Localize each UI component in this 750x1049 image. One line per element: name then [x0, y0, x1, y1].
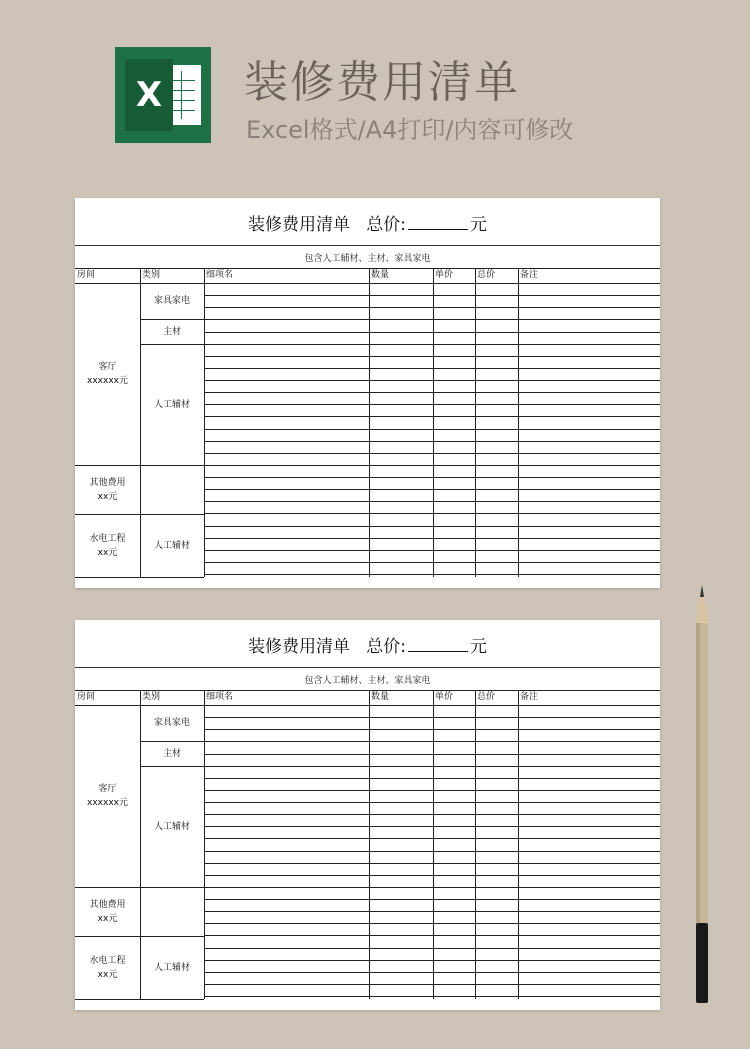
category-cell: 家具家电 — [153, 296, 190, 306]
grid-line — [75, 887, 140, 888]
grid-line — [75, 999, 140, 1000]
sheet-preview-1 — [75, 198, 660, 588]
grid-line — [204, 404, 660, 405]
page-subtitle: Excel格式/A4打印/内容可修改 — [246, 116, 574, 144]
grid-line — [204, 899, 660, 900]
col-header-room: 房间 — [77, 270, 96, 280]
col-header-remark: 备注 — [520, 692, 539, 702]
col-header-remark: 备注 — [520, 270, 539, 280]
grid-line — [204, 911, 660, 912]
grid-line — [140, 319, 204, 320]
col-header-category: 类别 — [142, 270, 161, 280]
sheet-title: 装修费用清单 总价: 元 — [248, 215, 487, 235]
grid-line — [475, 690, 476, 999]
grid-line — [204, 307, 660, 308]
header — [0, 0, 750, 180]
grid-line — [433, 268, 434, 577]
grid-line — [204, 814, 660, 815]
grid-line — [475, 268, 476, 577]
grid-line — [75, 268, 660, 269]
grid-line — [204, 489, 660, 490]
grid-line — [75, 577, 140, 578]
category-cell: 人工辅材 — [153, 399, 190, 410]
grid-line — [204, 984, 660, 985]
grid-line — [204, 550, 660, 551]
grid-line — [204, 741, 660, 742]
grid-line — [204, 790, 660, 791]
grid-line — [204, 729, 660, 730]
grid-line — [75, 283, 140, 284]
grid-line — [204, 477, 660, 478]
grid-line — [75, 514, 140, 515]
grid-line — [204, 429, 660, 430]
category-cell: 主材 — [162, 326, 181, 337]
grid-line — [204, 332, 660, 333]
grid-line — [140, 705, 204, 706]
grid-line — [204, 465, 660, 466]
col-header-quantity: 数量 — [371, 692, 390, 702]
grid-line — [204, 717, 660, 718]
grid-line — [140, 283, 204, 284]
sheet-note: 包含人工辅材、主材、家具家电 — [304, 254, 431, 264]
grid-line — [140, 465, 204, 466]
grid-line — [204, 778, 660, 779]
room-cell: 其他费用 xx元 — [89, 899, 126, 924]
grid-line — [204, 562, 660, 563]
expense-table — [75, 268, 660, 577]
grid-line — [518, 690, 519, 999]
grid-line — [204, 875, 660, 876]
grid-line — [204, 392, 660, 393]
grid-line — [75, 936, 140, 937]
grid-line — [204, 295, 660, 296]
grid-line — [140, 268, 141, 577]
grid-line — [204, 380, 660, 381]
grid-line — [204, 996, 660, 997]
col-header-total: 总价 — [477, 692, 496, 702]
grid-line — [204, 453, 660, 454]
category-cell: 家具家电 — [153, 718, 190, 728]
grid-line — [204, 526, 660, 527]
col-header-category: 类别 — [142, 692, 161, 702]
grid-line — [433, 690, 434, 999]
grid-line — [204, 319, 660, 320]
room-cell: 水电工程 xx元 — [89, 955, 126, 980]
category-cell: 人工辅材 — [153, 962, 190, 973]
grid-line — [204, 268, 205, 577]
category-cell: 人工辅材 — [153, 540, 190, 551]
expense-table — [75, 690, 660, 999]
grid-line — [204, 838, 660, 839]
room-cell: 客厅 xxxxxx元 — [87, 784, 128, 808]
grid-line — [204, 935, 660, 936]
grid-line — [204, 501, 660, 502]
grid-line — [204, 826, 660, 827]
excel-icon: X — [115, 47, 211, 143]
grid-line — [140, 936, 204, 937]
grid-line — [140, 766, 204, 767]
category-cell: 主材 — [162, 748, 181, 759]
grid-line — [140, 999, 204, 1000]
col-header-unit-price: 单价 — [435, 270, 454, 280]
grid-line — [140, 344, 204, 345]
pencil-icon — [690, 585, 714, 1005]
grid-line — [204, 344, 660, 345]
col-header-item: 细项名 — [206, 270, 234, 280]
grid-line — [369, 690, 370, 999]
grid-line — [75, 705, 140, 706]
grid-line — [204, 863, 660, 864]
grid-line — [204, 513, 660, 514]
grid-line — [140, 887, 204, 888]
grid-line — [204, 802, 660, 803]
grid-line — [75, 465, 140, 466]
room-cell: 水电工程 xx元 — [89, 533, 126, 558]
grid-line — [204, 574, 660, 575]
grid-line — [204, 972, 660, 973]
grid-line — [140, 741, 204, 742]
grid-line — [204, 441, 660, 442]
room-cell: 其他费用 xx元 — [89, 477, 126, 502]
sheet-note: 包含人工辅材、主材、家具家电 — [304, 676, 431, 686]
grid-line — [140, 577, 204, 578]
grid-line — [204, 960, 660, 961]
col-header-room: 房间 — [77, 692, 96, 702]
grid-line — [204, 766, 660, 767]
grid-line — [140, 690, 141, 999]
grid-line — [204, 754, 660, 755]
grid-line — [204, 368, 660, 369]
col-header-unit-price: 单价 — [435, 692, 454, 702]
grid-line — [140, 514, 204, 515]
sheet-preview-2 — [75, 620, 660, 1010]
grid-line — [518, 268, 519, 577]
grid-line — [204, 538, 660, 539]
grid-line — [204, 948, 660, 949]
grid-line — [204, 887, 660, 888]
col-header-quantity: 数量 — [371, 270, 390, 280]
sheet-title: 装修费用清单 总价: 元 — [248, 637, 487, 657]
room-cell: 客厅 xxxxxx元 — [87, 362, 128, 386]
grid-line — [204, 923, 660, 924]
col-header-total: 总价 — [477, 270, 496, 280]
grid-line — [204, 851, 660, 852]
grid-line — [369, 268, 370, 577]
grid-line — [204, 690, 205, 999]
grid-line — [204, 416, 660, 417]
grid-line — [75, 690, 660, 691]
col-header-item: 细项名 — [206, 692, 234, 702]
grid-line — [204, 356, 660, 357]
page-title: 装修费用清单 — [244, 57, 520, 108]
category-cell: 人工辅材 — [153, 821, 190, 832]
